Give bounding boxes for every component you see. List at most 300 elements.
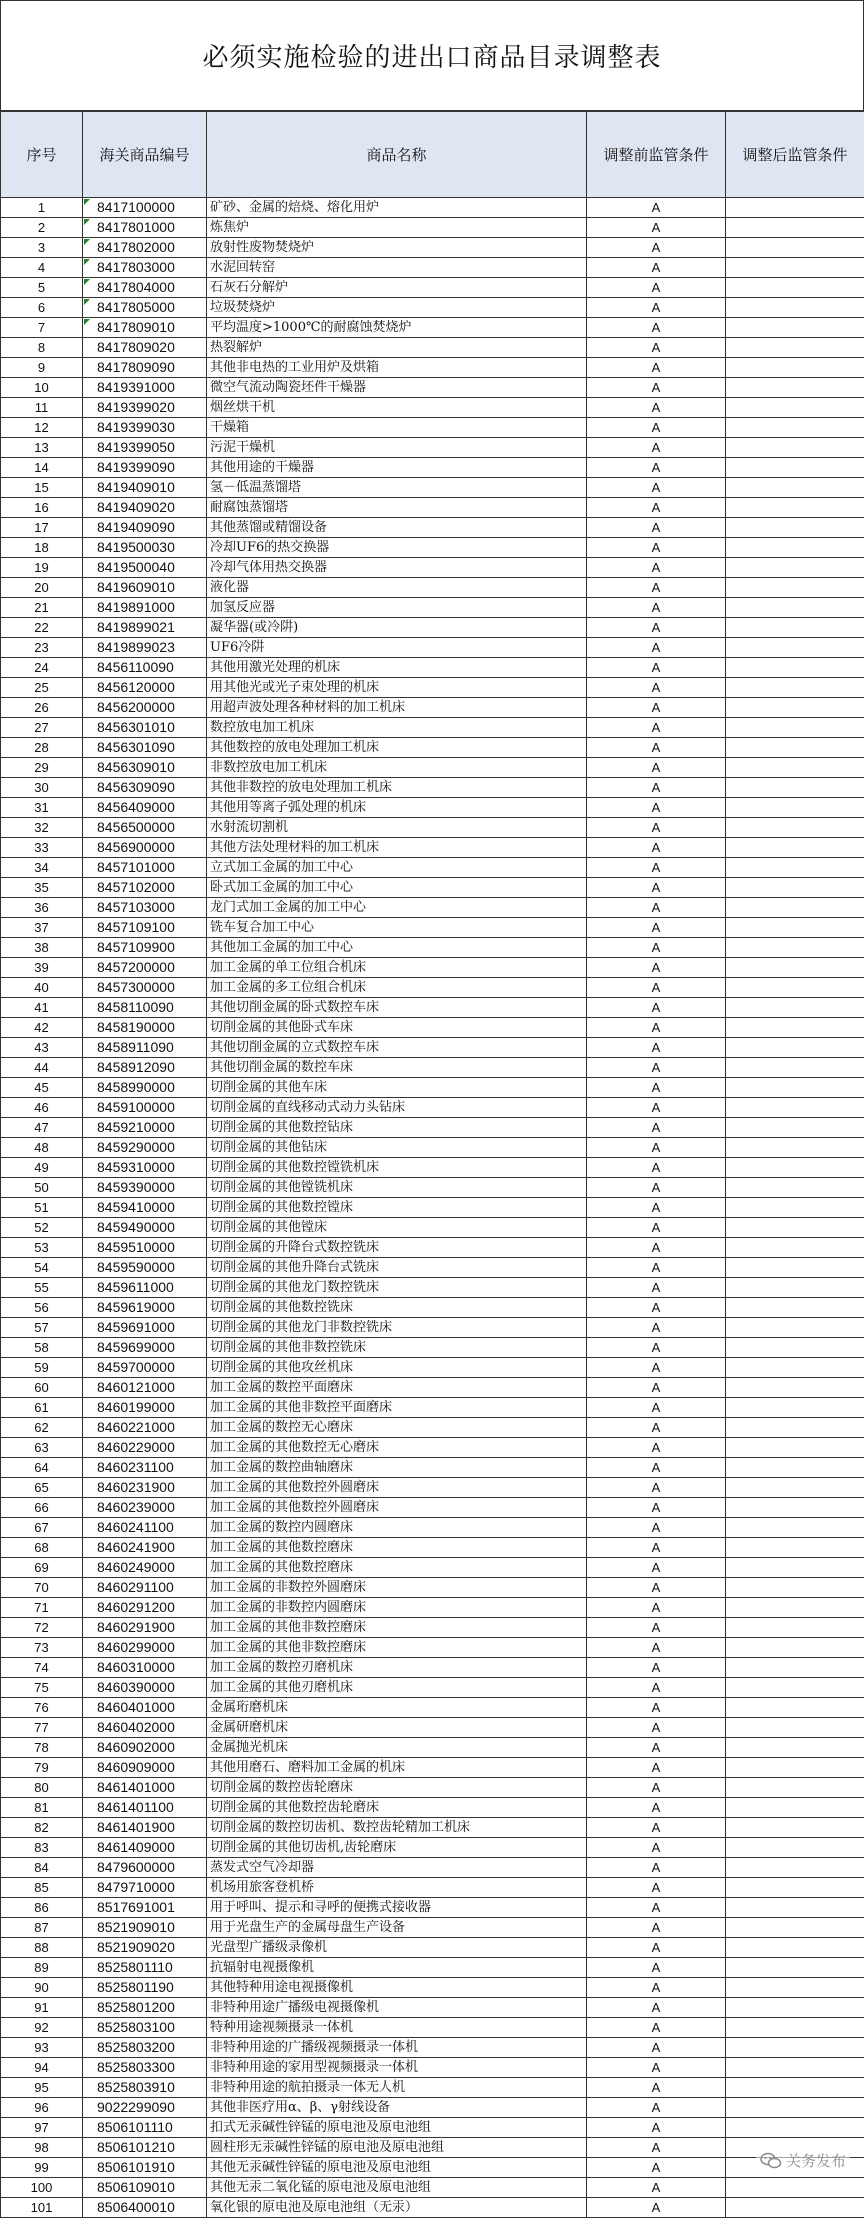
cell-before: A	[587, 358, 726, 378]
cell-name: 加工金属的其他数控磨床	[207, 1558, 587, 1578]
cell-seq: 90	[1, 1978, 83, 1998]
cell-code: 8460401000	[83, 1698, 207, 1718]
cell-name: 其他特种用途电视摄像机	[207, 1978, 587, 1998]
table-row	[1, 1938, 864, 1958]
cell-seq: 40	[1, 978, 83, 998]
cell-before: A	[587, 1578, 726, 1598]
cell-before: A	[587, 278, 726, 298]
cell-seq: 67	[1, 1518, 83, 1538]
cell-before: A	[587, 1018, 726, 1038]
cell-after	[726, 2178, 864, 2198]
cell-after	[726, 998, 864, 1018]
table-row	[1, 498, 864, 518]
table-row	[1, 1618, 864, 1638]
table-row	[1, 478, 864, 498]
table-row	[1, 838, 864, 858]
cell-after	[726, 378, 864, 398]
cell-code: 8419399090	[83, 458, 207, 478]
table-row	[1, 1838, 864, 1858]
cell-before: A	[587, 1738, 726, 1758]
table-row	[1, 258, 864, 278]
table-row	[1, 878, 864, 898]
cell-code: 8521909020	[83, 1938, 207, 1958]
cell-seq: 62	[1, 1418, 83, 1438]
cell-code: 8456200000	[83, 698, 207, 718]
cell-after	[726, 1198, 864, 1218]
table-row	[1, 558, 864, 578]
cell-code: 8419500040	[83, 558, 207, 578]
cell-name: 其他非医疗用α、β、γ射线设备	[207, 2098, 587, 2118]
cell-seq: 70	[1, 1578, 83, 1598]
cell-before: A	[587, 1398, 726, 1418]
cell-name: 其他切削金属的立式数控车床	[207, 1038, 587, 1058]
cell-seq: 28	[1, 738, 83, 758]
cell-seq: 27	[1, 718, 83, 738]
cell-name: 用其他光或光子束处理的机床	[207, 678, 587, 698]
cell-after	[726, 1378, 864, 1398]
table-row	[1, 678, 864, 698]
cell-after	[726, 1678, 864, 1698]
cell-seq: 60	[1, 1378, 83, 1398]
table-row	[1, 458, 864, 478]
cell-name: 凝华器(或冷阱)	[207, 618, 587, 638]
cell-before: A	[587, 998, 726, 1018]
cell-code: 8456500000	[83, 818, 207, 838]
cell-code: 8456309090	[83, 778, 207, 798]
wechat-icon	[760, 2152, 782, 2170]
cell-name: 切削金属的其他数控钻床	[207, 1118, 587, 1138]
cell-code: 8419891000	[83, 598, 207, 618]
table-row	[1, 1198, 864, 1218]
cell-before: A	[587, 698, 726, 718]
cell-seq: 24	[1, 658, 83, 678]
cell-code: 8419609010	[83, 578, 207, 598]
table-row	[1, 1158, 864, 1178]
cell-after	[726, 438, 864, 458]
table-row	[1, 638, 864, 658]
table-row	[1, 1918, 864, 1938]
cell-code: 8419899023	[83, 638, 207, 658]
cell-name: 其他切削金属的数控车床	[207, 1058, 587, 1078]
cell-before: A	[587, 578, 726, 598]
cell-code: 8419391000	[83, 378, 207, 398]
cell-name: 其他用激光处理的机床	[207, 658, 587, 678]
cell-after	[726, 918, 864, 938]
cell-name: 其他非电热的工业用炉及烘箱	[207, 358, 587, 378]
cell-seq: 91	[1, 1998, 83, 2018]
cell-code: 8459590000	[83, 1258, 207, 1278]
cell-code: 8460902000	[83, 1738, 207, 1758]
cell-after	[726, 1538, 864, 1558]
cell-before: A	[587, 938, 726, 958]
cell-seq: 32	[1, 818, 83, 838]
table-row	[1, 198, 864, 218]
cell-name: 干燥箱	[207, 418, 587, 438]
cell-before: A	[587, 1198, 726, 1218]
cell-seq: 4	[1, 258, 83, 278]
cell-name: 用于光盘生产的金属母盘生产设备	[207, 1918, 587, 1938]
cell-code: 8460402000	[83, 1718, 207, 1738]
cell-name: 切削金属的其他龙门非数控铣床	[207, 1318, 587, 1338]
cell-before: A	[587, 1938, 726, 1958]
cell-before: A	[587, 1358, 726, 1378]
cell-seq: 7	[1, 318, 83, 338]
cell-code: 8479600000	[83, 1858, 207, 1878]
cell-code: 8506101210	[83, 2138, 207, 2158]
cell-before: A	[587, 718, 726, 738]
cell-before: A	[587, 438, 726, 458]
cell-before: A	[587, 1218, 726, 1238]
cell-code: 8459290000	[83, 1138, 207, 1158]
cell-code: 8417804000	[83, 278, 207, 298]
cell-seq: 55	[1, 1278, 83, 1298]
cell-seq: 42	[1, 1018, 83, 1038]
cell-name: 加工金属的多工位组合机床	[207, 978, 587, 998]
cell-code: 8460299000	[83, 1638, 207, 1658]
cell-code: 8461401100	[83, 1798, 207, 1818]
cell-code: 8506101110	[83, 2118, 207, 2138]
cell-before: A	[587, 978, 726, 998]
cell-seq: 30	[1, 778, 83, 798]
cell-code: 8525803910	[83, 2078, 207, 2098]
cell-after	[726, 638, 864, 658]
cell-seq: 64	[1, 1458, 83, 1478]
cell-after	[726, 818, 864, 838]
table-row	[1, 2018, 864, 2038]
table-row	[1, 1598, 864, 1618]
cell-after	[726, 1858, 864, 1878]
cell-code: 8459100000	[83, 1098, 207, 1118]
cell-code: 8459700000	[83, 1358, 207, 1378]
table-row	[1, 2098, 864, 2118]
cell-before: A	[587, 1798, 726, 1818]
cell-seq: 50	[1, 1178, 83, 1198]
cell-code: 8460310000	[83, 1658, 207, 1678]
cell-after	[726, 658, 864, 678]
cell-seq: 72	[1, 1618, 83, 1638]
cell-seq: 29	[1, 758, 83, 778]
table-row	[1, 1378, 864, 1398]
header-code: 海关商品编号	[83, 112, 207, 198]
cell-name: 扣式无汞碱性锌锰的原电池及原电池组	[207, 2118, 587, 2138]
cell-before: A	[587, 338, 726, 358]
cell-name: 氢－低温蒸馏塔	[207, 478, 587, 498]
cell-before: A	[587, 1258, 726, 1278]
table-row	[1, 538, 864, 558]
cell-code: 8458190000	[83, 1018, 207, 1038]
cell-before: A	[587, 878, 726, 898]
cell-name: 加工金属的其他数控外圆磨床	[207, 1478, 587, 1498]
cell-seq: 63	[1, 1438, 83, 1458]
cell-code: 8456900000	[83, 838, 207, 858]
cell-name: 铣车复合加工中心	[207, 918, 587, 938]
cell-seq: 52	[1, 1218, 83, 1238]
table-row	[1, 2198, 864, 2218]
cell-name: 切削金属的数控切齿机、数控齿轮精加工机床	[207, 1818, 587, 1838]
table-row	[1, 1298, 864, 1318]
cell-name: 其他数控的放电处理加工机床	[207, 738, 587, 758]
cell-code: 8419399030	[83, 418, 207, 438]
table-row	[1, 1658, 864, 1678]
table-row	[1, 398, 864, 418]
cell-before: A	[587, 398, 726, 418]
cell-after	[726, 1918, 864, 1938]
cell-code: 8458911090	[83, 1038, 207, 1058]
table-row	[1, 1058, 864, 1078]
cell-before: A	[587, 218, 726, 238]
cell-seq: 77	[1, 1718, 83, 1738]
cell-seq: 78	[1, 1738, 83, 1758]
cell-seq: 48	[1, 1138, 83, 1158]
cell-before: A	[587, 1238, 726, 1258]
table-row	[1, 1718, 864, 1738]
cell-seq: 87	[1, 1918, 83, 1938]
table-row	[1, 1798, 864, 1818]
cell-code: 8479710000	[83, 1878, 207, 1898]
cell-name: 加氢反应器	[207, 598, 587, 618]
cell-code: 8457102000	[83, 878, 207, 898]
cell-code: 8460390000	[83, 1678, 207, 1698]
table-row	[1, 2138, 864, 2158]
table-row	[1, 318, 864, 338]
cell-seq: 82	[1, 1818, 83, 1838]
cell-name: 垃圾焚烧炉	[207, 298, 587, 318]
cell-seq: 80	[1, 1778, 83, 1798]
cell-before: A	[587, 858, 726, 878]
cell-before: A	[587, 918, 726, 938]
cell-after	[726, 1098, 864, 1118]
cell-seq: 34	[1, 858, 83, 878]
cell-after	[726, 2038, 864, 2058]
cell-before: A	[587, 598, 726, 618]
cell-after	[726, 1778, 864, 1798]
table-row	[1, 358, 864, 378]
cell-name: 用超声波处理各种材料的加工机床	[207, 698, 587, 718]
cell-after	[726, 2098, 864, 2118]
cell-after	[726, 718, 864, 738]
cell-before: A	[587, 478, 726, 498]
cell-after	[726, 258, 864, 278]
cell-code: 8506109010	[83, 2178, 207, 2198]
cell-after	[726, 198, 864, 218]
cell-before: A	[587, 1378, 726, 1398]
cell-seq: 44	[1, 1058, 83, 1078]
cell-seq: 47	[1, 1118, 83, 1138]
cell-name: 特种用途视频摄录一体机	[207, 2018, 587, 2038]
cell-seq: 94	[1, 2058, 83, 2078]
cell-seq: 89	[1, 1958, 83, 1978]
cell-after	[726, 978, 864, 998]
cell-after	[726, 318, 864, 338]
cell-code: 8525801190	[83, 1978, 207, 1998]
cell-after	[726, 1218, 864, 1238]
cell-after	[726, 558, 864, 578]
cell-after	[726, 458, 864, 478]
table-row	[1, 798, 864, 818]
cell-after	[726, 2118, 864, 2138]
cell-code: 8517691001	[83, 1898, 207, 1918]
cell-name: 切削金属的其他数控齿轮磨床	[207, 1798, 587, 1818]
cell-code: 8460241100	[83, 1518, 207, 1538]
cell-name: 非特种用途的家用型视频摄录一体机	[207, 2058, 587, 2078]
table-row	[1, 1518, 864, 1538]
table-row	[1, 1398, 864, 1418]
cell-before: A	[587, 1478, 726, 1498]
cell-seq: 51	[1, 1198, 83, 1218]
cell-code: 8459611000	[83, 1278, 207, 1298]
cell-seq: 5	[1, 278, 83, 298]
cell-code: 8456409000	[83, 798, 207, 818]
cell-seq: 21	[1, 598, 83, 618]
cell-after	[726, 798, 864, 818]
cell-name: 其他切削金属的卧式数控车床	[207, 998, 587, 1018]
cell-after	[726, 2058, 864, 2078]
cell-name: 其他用途的干燥器	[207, 458, 587, 478]
cell-before: A	[587, 958, 726, 978]
cell-name: 加工金属的非数控内圆磨床	[207, 1598, 587, 1618]
cell-seq: 74	[1, 1658, 83, 1678]
cell-after	[726, 1938, 864, 1958]
cell-seq: 66	[1, 1498, 83, 1518]
cell-after	[726, 1998, 864, 2018]
cell-after	[726, 878, 864, 898]
cell-name: 非数控放电加工机床	[207, 758, 587, 778]
page-title: 必须实施检验的进出口商品目录调整表	[0, 0, 864, 111]
cell-name: 加工金属的非数控外圆磨床	[207, 1578, 587, 1598]
cell-after	[726, 2018, 864, 2038]
cell-seq: 95	[1, 2078, 83, 2098]
cell-before: A	[587, 1838, 726, 1858]
cell-code: 8458110090	[83, 998, 207, 1018]
cell-before: A	[587, 678, 726, 698]
cell-before: A	[587, 418, 726, 438]
table-row	[1, 578, 864, 598]
table-row	[1, 1258, 864, 1278]
cell-after	[726, 518, 864, 538]
table-row	[1, 2118, 864, 2138]
cell-before: A	[587, 898, 726, 918]
table-row	[1, 698, 864, 718]
cell-seq: 92	[1, 2018, 83, 2038]
cell-name: 切削金属的其他升降台式铣床	[207, 1258, 587, 1278]
cell-after	[726, 698, 864, 718]
cell-seq: 25	[1, 678, 83, 698]
cell-seq: 22	[1, 618, 83, 638]
cell-before: A	[587, 658, 726, 678]
cell-seq: 2	[1, 218, 83, 238]
table-row	[1, 1738, 864, 1758]
table-row	[1, 1238, 864, 1258]
cell-seq: 20	[1, 578, 83, 598]
cell-code: 8525803300	[83, 2058, 207, 2078]
cell-before: A	[587, 558, 726, 578]
cell-after	[726, 938, 864, 958]
cell-after	[726, 1738, 864, 1758]
cell-name: 机场用旅客登机桥	[207, 1878, 587, 1898]
table-row	[1, 598, 864, 618]
cell-seq: 65	[1, 1478, 83, 1498]
cell-seq: 26	[1, 698, 83, 718]
cell-name: 热裂解炉	[207, 338, 587, 358]
cell-name: 切削金属的其他车床	[207, 1078, 587, 1098]
table-row	[1, 738, 864, 758]
cell-before: A	[587, 1678, 726, 1698]
cell-before: A	[587, 818, 726, 838]
cell-code: 8525803200	[83, 2038, 207, 2058]
cell-name: 污泥干燥机	[207, 438, 587, 458]
table-row	[1, 938, 864, 958]
cell-name: 切削金属的其他数控铣床	[207, 1298, 587, 1318]
cell-seq: 81	[1, 1798, 83, 1818]
cell-code: 8460909000	[83, 1758, 207, 1778]
cell-seq: 6	[1, 298, 83, 318]
cell-before: A	[587, 2118, 726, 2138]
cell-code: 8459510000	[83, 1238, 207, 1258]
cell-before: A	[587, 1178, 726, 1198]
cell-before: A	[587, 1878, 726, 1898]
cell-code: 8525801200	[83, 1998, 207, 2018]
cell-after	[726, 758, 864, 778]
cell-seq: 68	[1, 1538, 83, 1558]
cell-code: 8460291200	[83, 1598, 207, 1618]
cell-after	[726, 218, 864, 238]
cell-code: 8417809010	[83, 318, 207, 338]
cell-before: A	[587, 2178, 726, 2198]
cell-after	[726, 1798, 864, 1818]
cell-code: 8417805000	[83, 298, 207, 318]
cell-code: 8419899021	[83, 618, 207, 638]
table-row	[1, 378, 864, 398]
cell-before: A	[587, 758, 726, 778]
cell-name: 切削金属的其他数控镗床	[207, 1198, 587, 1218]
cell-code: 8459410000	[83, 1198, 207, 1218]
cell-before: A	[587, 1138, 726, 1158]
cell-after	[726, 618, 864, 638]
cell-name: 冷却气体用热交换器	[207, 558, 587, 578]
table-row	[1, 238, 864, 258]
cell-seq: 49	[1, 1158, 83, 1178]
table-row	[1, 1118, 864, 1138]
table-body	[1, 198, 864, 2218]
cell-after	[726, 1838, 864, 1858]
header-name: 商品名称	[207, 112, 587, 198]
cell-name: 其他用等离子弧处理的机床	[207, 798, 587, 818]
cell-seq: 18	[1, 538, 83, 558]
cell-before: A	[587, 1598, 726, 1618]
cell-name: 加工金属的其他刃磨机床	[207, 1678, 587, 1698]
table-row	[1, 2038, 864, 2058]
cell-before: A	[587, 258, 726, 278]
cell-name: 加工金属的其他数控外圆磨床	[207, 1498, 587, 1518]
cell-code: 8459390000	[83, 1178, 207, 1198]
cell-before: A	[587, 238, 726, 258]
cell-name: 切削金属的其他数控镗铣机床	[207, 1158, 587, 1178]
table-row	[1, 1018, 864, 1038]
cell-before: A	[587, 1998, 726, 2018]
table-row	[1, 658, 864, 678]
cell-before: A	[587, 1438, 726, 1458]
cell-before: A	[587, 1078, 726, 1098]
cell-code: 8417809090	[83, 358, 207, 378]
cell-before: A	[587, 778, 726, 798]
cell-code: 8457300000	[83, 978, 207, 998]
cell-name: 切削金属的其他龙门数控铣床	[207, 1278, 587, 1298]
cell-before: A	[587, 798, 726, 818]
cell-code: 8456301090	[83, 738, 207, 758]
cell-before: A	[587, 2078, 726, 2098]
cell-code: 8419409010	[83, 478, 207, 498]
cell-after	[726, 1018, 864, 1038]
